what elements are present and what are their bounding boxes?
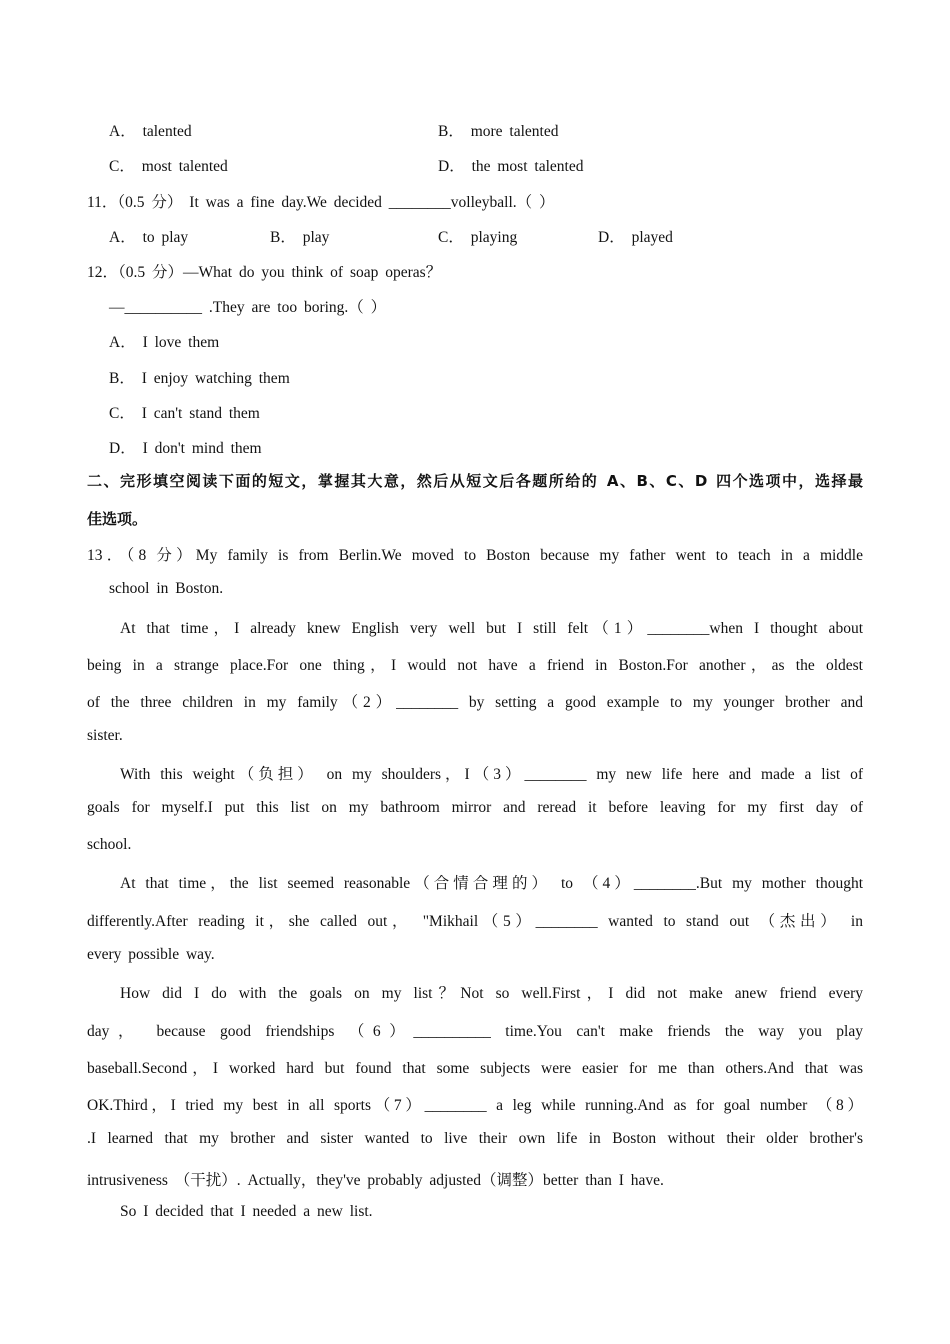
- q11-option-b: B． play: [270, 229, 330, 246]
- q13-line-2: school in Boston.: [109, 580, 224, 597]
- q13-para5-line-3: baseball.Second，I worked hard but found that some subjects were easier for me than others.And that was: [87, 1060, 863, 1077]
- q13-para2-line-4: sister.: [87, 727, 123, 744]
- q12-option-b: B． I enjoy watching them: [109, 370, 290, 387]
- q11-stem: 11．（0.5 分） It was a fine day.We decided ________volleyball.（ ）: [87, 194, 555, 211]
- q12-option-d: D． I don't mind them: [109, 440, 262, 457]
- q13-para5-line-5: .I learned that my brother and sister wanted to live their own life in Boston without their older brother's: [87, 1130, 863, 1147]
- q10-option-a: A． talented: [109, 123, 192, 140]
- section-heading: 二、完形填空阅读下面的短文，掌握其大意，然后从短文后各题所给的 A、B、C、D 四个选项中，选择最: [87, 472, 863, 490]
- q13-para5-line-1: How did I do with the goals on my list？Not so well.First，I did not make anew friend every: [120, 985, 863, 1002]
- q13-para4-line-3: every possible way.: [87, 946, 215, 963]
- q13-para3-line-1: With this weight（负担） on my shoulders，I（3）________ my new life here and made a list of: [120, 766, 863, 783]
- q13-para6-line-1: So I decided that I needed a new list.: [120, 1203, 373, 1220]
- q13-para3-line-2: goals for myself.I put this list on my bathroom mirror and reread it before leaving for my first day of: [87, 799, 863, 816]
- q13-para5-line-6: intrusiveness （干扰）. Actually，they've probably adjusted（调整）better than I have.: [87, 1172, 664, 1189]
- q13-line-1: 13．（8 分）My family is from Berlin.We moved to Boston because my father went to teach in a middle: [87, 547, 863, 564]
- q12-stem-answer-line: —__________ .They are too boring.（ ）: [109, 299, 387, 316]
- q11-option-a: A． to play: [109, 229, 189, 246]
- q13-para5-line-4: OK.Third，I tried my best in all sports（7）________ a leg while running.And as for goal number （8）: [87, 1097, 863, 1114]
- q13-para5-line-2: day， because good friendships （6）__________ time.You can't make friends the way you play: [87, 1023, 863, 1040]
- q13-para2-line-1: At that time，I already knew English very well but I still felt（1）________when I thought about: [120, 620, 863, 637]
- q13-para2-line-2: being in a strange place.For one thing，I would not have a friend in Boston.For another，as the oldest: [87, 657, 863, 674]
- q11-option-c: C． playing: [438, 229, 518, 246]
- q11-option-d: D． played: [598, 229, 673, 246]
- q10-option-c: C． most talented: [109, 158, 228, 175]
- q13-para3-line-3: school.: [87, 836, 132, 853]
- q13-para2-line-3: of the three children in my family（2）________ by setting a good example to my younger brother and: [87, 694, 863, 711]
- q12-stem: 12．（0.5 分）—What do you think of soap operas？: [87, 264, 442, 281]
- q13-para4-line-1: At that time，the list seemed reasonable（合情合理的） to （4）________.But my mother thought: [120, 875, 863, 892]
- q12-option-c: C． I can't stand them: [109, 405, 260, 422]
- q10-option-b: B． more talented: [438, 123, 559, 140]
- q13-para4-line-2: differently.After reading it，she called out， "Mikhail（5）________ wanted to stand out （杰出） in: [87, 913, 863, 930]
- section-heading-cont: 佳选项。: [87, 510, 148, 528]
- q10-option-d: D． the most talented: [438, 158, 584, 175]
- q12-option-a: A． I love them: [109, 334, 220, 351]
